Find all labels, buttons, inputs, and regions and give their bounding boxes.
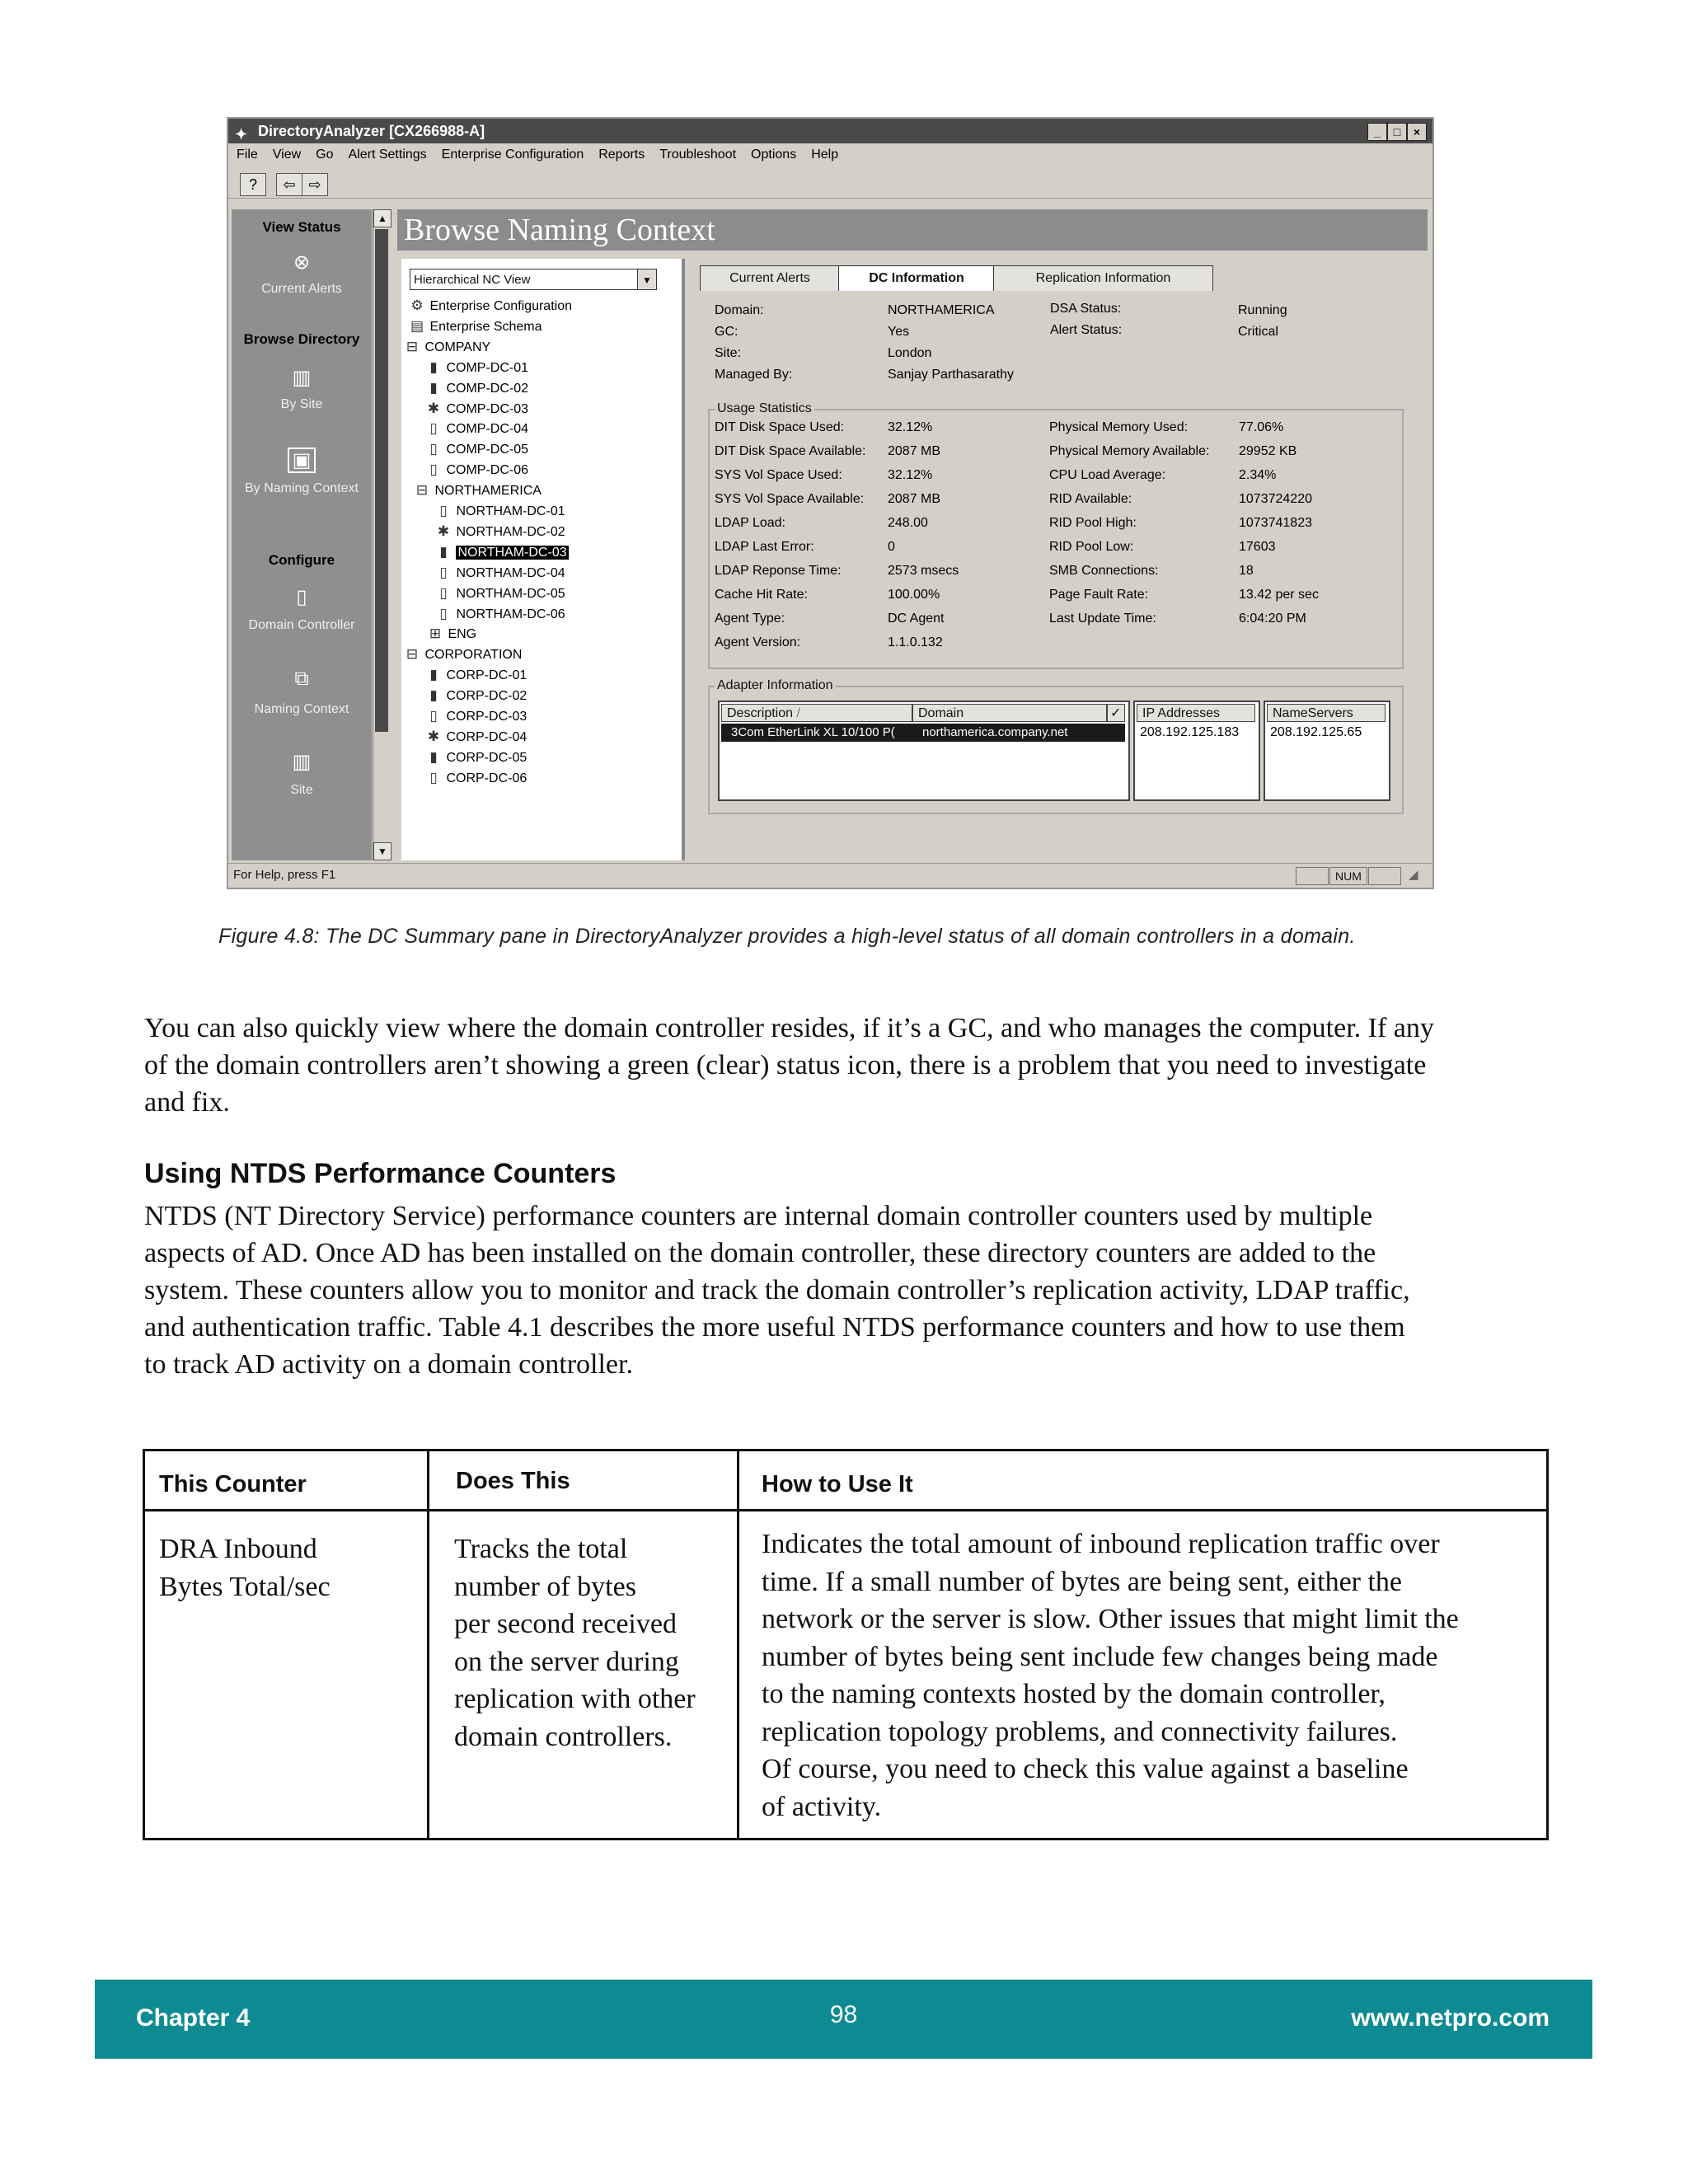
nameserver-value: 208.192.125.65	[1270, 725, 1362, 739]
gc-value: Yes	[888, 325, 910, 339]
naming-context-icon[interactable]: ⧉	[294, 668, 309, 690]
paragraph-2-line: and authentication traffic. Table 4.1 describes the more useful NTDS performance counters and how to use them	[144, 1312, 1405, 1343]
tree-node-icon: ▮	[429, 667, 438, 683]
usage-stat-value: 100.00%	[888, 588, 940, 602]
back-arrow-icon[interactable]: ⇦	[276, 173, 302, 196]
tree-node[interactable]	[424, 401, 528, 418]
nav-domain-controller[interactable]: Domain Controller	[248, 618, 355, 632]
tree-node-label: COMP-DC-03	[446, 401, 529, 416]
usage-stat-value: 13.42 per sec	[1239, 588, 1319, 602]
help-icon[interactable]: ?	[240, 173, 266, 196]
tree-node-label: NORTHAM-DC-02	[456, 524, 565, 539]
tree-node-icon: ▮	[429, 748, 438, 765]
usage-statistics-title: Usage Statistics	[715, 401, 814, 416]
paragraph-1-line: of the domain controllers aren’t showing a green (clear) status icon, there is a problem that you need to investigate	[144, 1050, 1427, 1080]
tree-node-label: CORP-DC-01	[446, 668, 528, 683]
tree-node-label: CORPORATION	[424, 648, 523, 663]
nav-header-view-status: View Status	[262, 219, 341, 235]
tab-dc-information[interactable]: DC Information	[838, 265, 995, 291]
usage-stat-label: RID Pool Low:	[1049, 540, 1134, 554]
usage-stat-label: RID Available:	[1049, 492, 1132, 506]
tree-node-icon: ⊟	[415, 482, 429, 499]
alert-status-label: Alert Status:	[1050, 323, 1123, 337]
tree-node[interactable]	[426, 626, 476, 643]
site-icon[interactable]: ▥	[292, 367, 312, 389]
forward-arrow-icon[interactable]: ⇨	[302, 173, 328, 196]
usage-statistics-group	[708, 401, 1404, 669]
gc-label: GC:	[715, 325, 738, 339]
tree-node[interactable]	[403, 646, 522, 663]
footer-url[interactable]: www.netpro.com	[1351, 2004, 1550, 2032]
tree-node[interactable]	[424, 380, 528, 397]
cell-line: network or the server is slow. Other issues that might limit the	[762, 1604, 1459, 1634]
usage-stat-label: SMB Connections:	[1049, 564, 1159, 578]
nameservers-list[interactable]	[1264, 701, 1390, 801]
tree-node-icon: ✱	[427, 400, 440, 416]
menu-file[interactable]: File	[237, 148, 258, 162]
tree-node[interactable]	[434, 503, 565, 520]
ip-addresses-header[interactable]: IP Addresses	[1137, 704, 1255, 722]
tree-node[interactable]	[434, 565, 565, 582]
app-logo-icon: ✦	[235, 126, 248, 143]
description-column-header[interactable]: Description /	[721, 704, 912, 722]
tree-node-label: CORP-DC-04	[446, 729, 528, 744]
server-icon[interactable]: ▯	[296, 586, 307, 608]
tree-node-label: COMPANY	[424, 340, 491, 354]
tree-node-icon: ✱	[437, 523, 450, 539]
tab-current-alerts[interactable]: Current Alerts	[700, 265, 840, 291]
usage-stat-value: 1.1.0.132	[888, 635, 943, 649]
tree-node[interactable]	[403, 339, 490, 356]
cell-line: of activity.	[762, 1791, 882, 1822]
counters-table	[143, 1449, 1549, 1840]
nav-header-browse-directory: Browse Directory	[243, 331, 360, 347]
section-heading: Using NTDS Performance Counters	[144, 1158, 617, 1189]
usage-stat-value: DC Agent	[888, 612, 945, 626]
domain-value: NORTHAMERICA	[888, 303, 995, 317]
tree-node-label: Enterprise Configuration	[429, 299, 572, 313]
status-bar	[228, 863, 1432, 887]
tab-replication-information[interactable]: Replication Information	[993, 265, 1213, 291]
nav-current-alerts[interactable]: Current Alerts	[261, 282, 342, 296]
tree-node[interactable]	[424, 420, 528, 438]
ip-addresses-list[interactable]	[1133, 701, 1260, 801]
tree-node-icon: ▯	[429, 708, 438, 724]
tree-node-icon: ▯	[429, 420, 438, 437]
dsa-status-value: Running	[1238, 303, 1287, 317]
usage-stat-value: 1073724220	[1239, 492, 1312, 506]
usage-stat-value: 2.34%	[1239, 468, 1277, 482]
adapter-list[interactable]	[718, 701, 1130, 801]
tree-node-icon: ▯	[439, 605, 448, 621]
scroll-up-icon[interactable]: ▲	[373, 209, 392, 227]
tree-node-icon: ⊟	[406, 646, 419, 663]
paragraph-2	[144, 1197, 1545, 1383]
tree-node-label: Enterprise Schema	[429, 319, 542, 334]
usage-stat-value: 248.00	[888, 516, 928, 530]
table-cell-how	[762, 1526, 1459, 1825]
table-header-how: How to Use It	[762, 1471, 913, 1497]
tree-node-label: NORTHAMERICA	[434, 484, 542, 499]
cell-line: number of bytes	[454, 1571, 636, 1602]
tree-node-icon: ▯	[429, 769, 438, 785]
tree-view-dropdown[interactable]	[410, 269, 657, 290]
usage-stat-value: 2087 MB	[888, 444, 941, 458]
menu-bar	[228, 143, 1432, 166]
tree-node-label: CORP-DC-02	[446, 689, 528, 704]
tree-node-icon: ▯	[439, 503, 448, 518]
adapter-domain: northamerica.company.net	[922, 725, 1068, 739]
usage-stat-value: 32.12%	[888, 420, 933, 434]
cell-line: Bytes Total/sec	[159, 1571, 331, 1602]
usage-stat-label: DIT Disk Space Used:	[715, 420, 845, 434]
cell-line: domain controllers.	[454, 1721, 673, 1752]
menu-options[interactable]: Options	[751, 148, 797, 162]
tree-node-label: ENG	[448, 627, 477, 642]
usage-stat-label: Cache Hit Rate:	[715, 588, 808, 602]
tree-node-label: CORP-DC-03	[446, 710, 528, 724]
tree-node-label: NORTHAM-DC-04	[456, 565, 565, 580]
cell-line: number of bytes being sent include few changes being made	[762, 1641, 1438, 1672]
tree-node[interactable]	[424, 441, 528, 458]
tree-node-label: CORP-DC-06	[446, 771, 528, 785]
pane-title-band	[397, 209, 1428, 251]
tree-node[interactable]	[424, 770, 527, 787]
left-nav-scrollbar[interactable]	[373, 209, 392, 860]
site-label: Site:	[715, 346, 742, 360]
tree-node[interactable]	[408, 318, 542, 335]
nav-site[interactable]: Site	[290, 783, 313, 797]
app-window	[227, 117, 1434, 889]
usage-stat-value: 0	[888, 540, 895, 554]
tree-node-label: COMP-DC-01	[446, 360, 529, 375]
paragraph-2-line: NTDS (NT Directory Service) performance counters are internal domain controller counters used by multiple	[144, 1201, 1373, 1231]
num-lock-indicator: NUM	[1329, 867, 1367, 885]
site-icon[interactable]: ▥	[292, 751, 312, 773]
menu-troubleshoot[interactable]: Troubleshoot	[659, 148, 737, 162]
ip-address-value: 208.192.125.183	[1140, 725, 1240, 739]
tree-node-icon: ▯	[429, 441, 438, 457]
status-help-text: For Help, press F1	[233, 868, 336, 882]
cell-line: on the server during	[454, 1646, 679, 1677]
cell-line: Of course, you need to check this value against a baseline	[762, 1754, 1409, 1784]
check-icon[interactable]: ✓	[1107, 704, 1125, 722]
usage-stat-label: Last Update Time:	[1049, 612, 1156, 626]
dsa-status-label: DSA Status:	[1050, 302, 1122, 316]
usage-stat-label: SYS Vol Space Used:	[715, 468, 842, 482]
usage-stat-value: 1073741823	[1239, 516, 1312, 530]
window-title: DirectoryAnalyzer [CX266988-A]	[258, 123, 485, 139]
usage-stat-value: 18	[1239, 564, 1254, 578]
status-panel-empty	[1296, 867, 1329, 885]
dc-details-pane	[690, 259, 1422, 860]
menu-enterprise-configuration[interactable]: Enterprise Configuration	[441, 148, 584, 162]
page-footer	[95, 1980, 1592, 2059]
paragraph-2-line: to track AD activity on a domain controller.	[144, 1349, 633, 1380]
footer-page-number: 98	[829, 2001, 858, 2028]
close-button[interactable]: ×	[1407, 123, 1427, 141]
usage-stat-value: 32.12%	[888, 468, 933, 482]
site-value: London	[888, 346, 932, 360]
paragraph-2-line: aspects of AD. Once AD has been installed on the domain controller, these directory counters are added to the	[144, 1238, 1376, 1268]
left-nav	[232, 209, 372, 860]
nameservers-header[interactable]: NameServers	[1267, 704, 1386, 722]
tree-node-label: NORTHAM-DC-05	[456, 586, 565, 601]
tree-node-label: NORTHAM-DC-06	[456, 607, 565, 621]
tree-node-icon: ▮	[429, 379, 438, 396]
tree-node-label: COMP-DC-04	[446, 422, 529, 437]
table-header-does: Does This	[456, 1468, 570, 1494]
adapter-row[interactable]	[721, 724, 1125, 742]
table-column-divider	[427, 1451, 429, 1838]
usage-stat-label: SYS Vol Space Available:	[715, 492, 865, 506]
title-bar	[228, 119, 1432, 143]
cell-line: replication topology problems, and connectivity failures.	[762, 1716, 1398, 1747]
tree-node-icon: ⊟	[406, 338, 419, 354]
cell-line: per second received	[454, 1609, 677, 1639]
usage-stat-label: Agent Version:	[715, 635, 801, 649]
usage-stat-value: 17603	[1239, 540, 1276, 554]
tree-node[interactable]	[434, 523, 565, 541]
managed-by-value: Sanjay Parthasarathy	[888, 368, 1014, 382]
tree-node[interactable]	[424, 359, 528, 377]
tree-node-label: COMP-DC-05	[446, 443, 529, 457]
usage-stat-label: CPU Load Average:	[1049, 468, 1166, 482]
usage-stat-label: LDAP Reponse Time:	[715, 564, 842, 578]
adapter-description: 3Com EtherLink XL 10/100 P(	[731, 725, 895, 739]
paragraph-1-line: and fix.	[144, 1087, 230, 1118]
toolbar	[228, 168, 1432, 199]
cell-line: Indicates the total amount of inbound replication traffic over	[762, 1529, 1440, 1559]
paragraph-1-line: You can also quickly view where the domain controller resides, if it’s a GC, and who manages the computer. If any	[144, 1013, 1434, 1043]
tree-node-icon: ▮	[429, 359, 438, 375]
tree-node[interactable]	[424, 667, 527, 684]
nav-by-site[interactable]: By Site	[280, 397, 323, 411]
tree-node-label: NORTHAM-DC-03	[457, 545, 567, 560]
nav-naming-context[interactable]: Naming Context	[254, 702, 349, 716]
chevron-down-icon[interactable]: ▼	[637, 269, 656, 289]
naming-context-icon[interactable]: ▣	[232, 448, 372, 472]
minimize-button[interactable]: _	[1367, 123, 1387, 141]
menu-reports[interactable]: Reports	[598, 148, 645, 162]
domain-column-header[interactable]: Domain	[912, 704, 1107, 722]
tree-node-icon: ▯	[439, 564, 448, 580]
nav-header-configure: Configure	[268, 552, 335, 568]
tree-node-icon: ▯	[429, 462, 438, 478]
usage-stat-value: 6:04:20 PM	[1239, 612, 1306, 626]
menu-alert-settings[interactable]: Alert Settings	[348, 148, 427, 162]
menu-view[interactable]: View	[272, 148, 302, 162]
figure-caption: Figure 4.8: The DC Summary pane in DirectoryAnalyzer provides a high-level status of all domain controllers in a domain.	[218, 925, 1356, 948]
adapter-information-title: Adapter Information	[715, 678, 836, 693]
table-header-counter: This Counter	[159, 1471, 307, 1497]
table-cell-does	[454, 1530, 696, 1755]
tree-node-label: NORTHAM-DC-01	[456, 504, 565, 518]
tree-node-label: COMP-DC-06	[446, 463, 529, 478]
usage-stat-label: DIT Disk Space Available:	[715, 444, 866, 458]
tree-node-label: COMP-DC-02	[446, 381, 529, 396]
tree-node[interactable]	[434, 544, 569, 561]
tree-node-icon: ▯	[439, 584, 448, 601]
tree-node[interactable]	[424, 749, 527, 766]
tree-node[interactable]	[408, 298, 572, 315]
tree-node[interactable]	[424, 687, 527, 705]
usage-stat-label: LDAP Last Error:	[715, 540, 814, 554]
usage-stat-value: 2573 msecs	[888, 564, 959, 578]
tree-node-icon: ▮	[439, 543, 448, 560]
tree-node[interactable]	[413, 482, 542, 499]
usage-stat-label: LDAP Load:	[715, 516, 785, 530]
usage-stat-value: 29952 KB	[1239, 444, 1297, 458]
cell-line: to the naming contexts hosted by the domain controller,	[762, 1679, 1386, 1709]
cell-line: Tracks the total	[454, 1534, 628, 1564]
tree-node[interactable]	[424, 729, 527, 746]
adapter-information-group	[708, 678, 1404, 814]
usage-stat-label: Page Fault Rate:	[1049, 588, 1149, 602]
managed-by-label: Managed By:	[715, 368, 793, 382]
tree-node[interactable]	[434, 585, 565, 602]
tree-node-icon: ▤	[410, 317, 424, 334]
cell-line: replication with other	[454, 1684, 696, 1714]
usage-stat-value: 2087 MB	[888, 492, 941, 506]
usage-stat-label: RID Pool High:	[1049, 516, 1137, 530]
tree-node-icon: ▮	[429, 687, 438, 704]
tree-pane	[401, 259, 685, 860]
tree-node[interactable]	[424, 462, 528, 479]
usage-stat-value: 77.06%	[1239, 420, 1284, 434]
paragraph-1	[144, 1010, 1545, 1121]
tree-node[interactable]	[434, 606, 565, 623]
tree-view-dropdown-value: Hierarchical NC View	[414, 273, 531, 287]
pane-title: Browse Naming Context	[404, 213, 715, 247]
paragraph-2-line: system. These counters allow you to monitor and track the domain controller’s replication activity, LDAP traffic,	[144, 1275, 1410, 1305]
table-cell-counter	[159, 1530, 331, 1605]
footer-chapter: Chapter 4	[136, 2004, 251, 2032]
scroll-thumb[interactable]	[375, 229, 388, 732]
scroll-down-icon[interactable]: ▼	[373, 842, 392, 860]
nav-by-naming-context[interactable]: By Naming Context	[245, 481, 359, 495]
domain-label: Domain:	[715, 303, 764, 317]
tree-node-icon: ⊞	[429, 626, 442, 642]
table-column-divider	[737, 1451, 739, 1838]
menu-help[interactable]: Help	[811, 148, 839, 162]
alert-icon[interactable]: ⊗	[293, 251, 311, 274]
usage-stat-label: Physical Memory Used:	[1049, 420, 1189, 434]
cell-line: time. If a small number of bytes are being sent, either the	[762, 1566, 1403, 1597]
tree-node-icon: ✱	[427, 728, 440, 744]
maximize-button[interactable]: □	[1387, 123, 1407, 141]
table-header-divider	[145, 1509, 1546, 1511]
status-panel-empty-2	[1368, 867, 1401, 885]
tree-node-icon: ⚙	[410, 298, 424, 313]
tree-node-label: CORP-DC-05	[446, 750, 528, 765]
tree-node[interactable]	[424, 708, 527, 725]
alert-status-value: Critical	[1238, 325, 1278, 339]
usage-stat-label: Agent Type:	[715, 612, 785, 626]
resize-grip-icon[interactable]: ◢	[1409, 868, 1418, 882]
cell-line: DRA Inbound	[159, 1534, 317, 1564]
usage-stat-label: Physical Memory Available:	[1049, 444, 1210, 458]
menu-go[interactable]: Go	[316, 148, 334, 162]
